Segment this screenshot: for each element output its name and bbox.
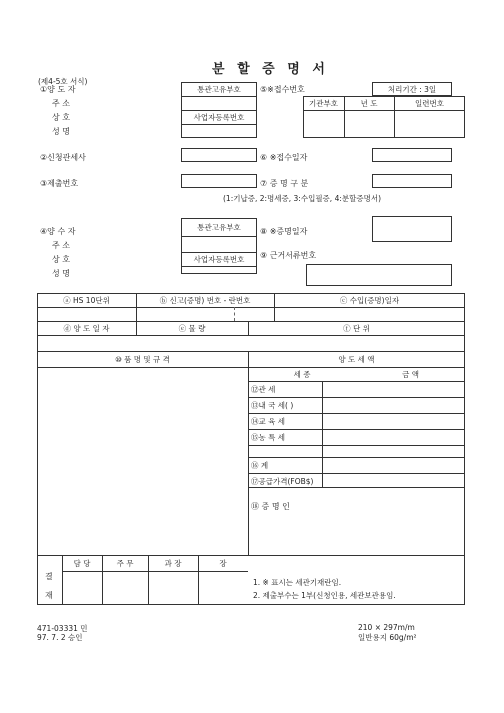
applicant-office-label: ②신청관세사 (40, 153, 86, 162)
quantity-header: ⓔ 물 량 (178, 323, 206, 333)
transferor-trade-label: 상 호 (52, 113, 70, 122)
transferee-customs-id-label: 통관고유부호 (197, 222, 241, 232)
note-1: 1. ※ 표시는 세관기재란임. (253, 578, 342, 587)
transferor-name-label: 성 명 (52, 127, 70, 136)
tax-item-education: ⑭교 육 세 (251, 417, 286, 426)
cert-type-note: (1:기납증, 2:명세증, 3:수입필증, 4:분할증명서) (223, 194, 382, 203)
transferee-address-label: 주 소 (52, 241, 70, 250)
footer-approval-date: 97. 7. 2 승인 (37, 633, 83, 642)
footer-paper-weight: 일반용지 60g/m² (358, 633, 417, 642)
transferee-name-label: 성 명 (52, 269, 70, 278)
receipt-date-label: ⑥ ※접수일자 (260, 153, 308, 162)
submit-number-field[interactable] (181, 174, 257, 188)
year-header: 년 도 (360, 98, 378, 108)
approval-role-staff: 담 당 (73, 558, 91, 568)
biz-reg-label: 사업자등록번호 (193, 112, 245, 122)
transferor-label: ①양 도 자 (40, 85, 76, 94)
import-date-header: ⓒ 수입(증명)일자 (339, 295, 400, 305)
submit-number-label: ③제출번호 (40, 179, 79, 188)
transferee-biz-reg-label: 사업자등록번호 (193, 254, 245, 264)
approval-label-top: 결 (45, 572, 53, 581)
tax-type-header: 세 종 (293, 369, 311, 379)
tax-item-total: ⑯ 계 (251, 461, 269, 470)
applicant-office-field[interactable] (181, 148, 257, 162)
goods-header: ⑩ 품 명 및 규 격 (115, 354, 170, 364)
agency-code-header: 기관부호 (309, 98, 338, 108)
tax-item-customs: ⑫관 세 (251, 385, 276, 394)
declaration-number-header: ⓑ 신고(증명) 번호 - 란번호 (159, 295, 251, 305)
page-title: 분 할 증 명 서 (212, 62, 329, 77)
basis-doc-label: ⑨ 근거서류번호 (260, 251, 317, 260)
tax-item-rural: ⑮농 특 세 (251, 433, 286, 442)
footer-form-code: 471-03331 민 (37, 624, 88, 633)
basis-doc-field[interactable] (306, 264, 452, 286)
transferee-trade-label: 상 호 (52, 255, 70, 264)
unit-header: ⓕ 단 위 (343, 323, 370, 333)
customs-id-label: 통관고유부호 (197, 84, 241, 94)
transferee-label: ④양 수 자 (40, 227, 76, 236)
processing-period: 처리기간 : 3일 (387, 84, 437, 94)
approval-role-manager: 과 장 (164, 558, 182, 568)
receipt-number-label: ⑤※접수번호 (260, 85, 305, 94)
receipt-date-field[interactable] (372, 148, 452, 162)
note-2: 2. 제출부수는 1부(신청인용, 세관보관용임. (253, 591, 396, 600)
tax-header: 양 도 세 액 (338, 354, 375, 364)
approval-role-head: 장 (219, 558, 227, 568)
cert-date-label: ⑧ ※증명일자 (260, 227, 308, 236)
customs-id-field[interactable] (181, 96, 257, 110)
cert-type-label: ⑦ 증 명 구 분 (260, 179, 309, 188)
transferor-address-label: 주 소 (52, 99, 70, 108)
goods-field[interactable] (37, 367, 248, 555)
serial-number-header: 일련번호 (415, 98, 444, 108)
biz-reg-field[interactable] (181, 124, 257, 138)
tax-item-domestic: ⑬내 국 세( ) (251, 401, 294, 410)
cert-type-field[interactable] (372, 174, 452, 188)
cert-date-field[interactable] (372, 216, 452, 242)
certifier-label: ⑱ 증 명 인 (251, 502, 290, 511)
approval-role-chief: 주 무 (116, 558, 134, 568)
tax-item-fob: ⑰공급가격(FOB$) (251, 477, 314, 486)
tax-amount-header: 금 액 (402, 369, 419, 379)
transfer-date-header: ⓓ 양 도 일 자 (63, 323, 110, 333)
hs-code-header: ⓐ HS 10단위 (63, 295, 110, 305)
form-number: (제4-5호 서식) (38, 77, 88, 86)
approval-label-bottom: 재 (45, 591, 53, 600)
footer-paper-size: 210 × 297m/m (358, 623, 415, 632)
